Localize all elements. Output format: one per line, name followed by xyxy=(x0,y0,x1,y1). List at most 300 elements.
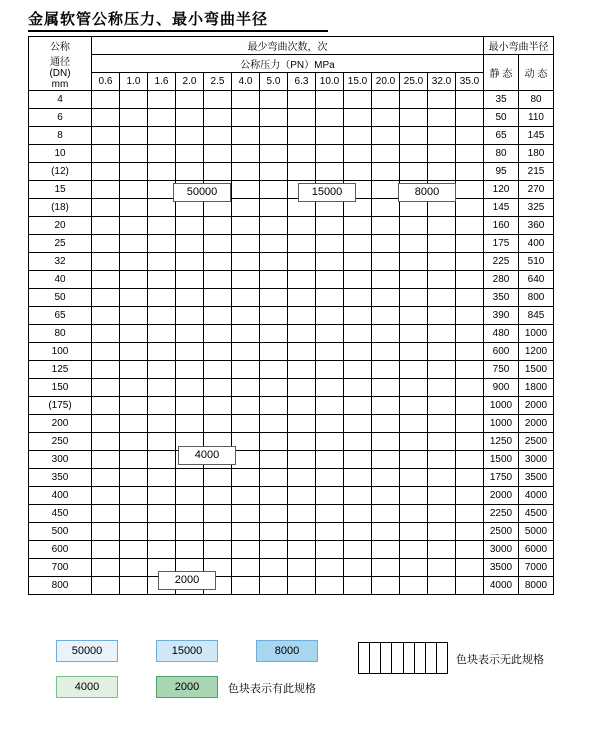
cell-radius-dynamic: 110 xyxy=(519,109,554,127)
cell-dn: 80 xyxy=(29,325,92,343)
cell-pressure xyxy=(428,361,456,379)
cell-pressure xyxy=(316,127,344,145)
cell-pressure xyxy=(120,415,148,433)
overlay-value-label: 2000 xyxy=(158,571,216,590)
cell-pressure xyxy=(148,415,176,433)
cell-pressure xyxy=(120,271,148,289)
cell-pressure xyxy=(232,307,260,325)
cell-radius-static: 1000 xyxy=(484,415,519,433)
cell-pressure xyxy=(372,523,400,541)
cell-pressure xyxy=(428,523,456,541)
cell-pressure xyxy=(260,343,288,361)
cell-pressure xyxy=(148,109,176,127)
cell-pressure xyxy=(120,451,148,469)
cell-radius-dynamic: 1500 xyxy=(519,361,554,379)
overlay-value-label: 50000 xyxy=(173,183,231,202)
cell-pressure xyxy=(120,379,148,397)
cell-dn: 25 xyxy=(29,235,92,253)
cell-pressure xyxy=(316,271,344,289)
cell-radius-static: 1000 xyxy=(484,397,519,415)
cell-pressure xyxy=(372,235,400,253)
cell-dn: 700 xyxy=(29,559,92,577)
cell-pressure xyxy=(456,469,484,487)
cell-pressure xyxy=(428,145,456,163)
table-row xyxy=(29,469,554,487)
cell-pressure xyxy=(148,91,176,109)
cell-pressure xyxy=(260,577,288,595)
cell-pressure xyxy=(120,289,148,307)
cell-pressure xyxy=(372,577,400,595)
cell-pressure xyxy=(344,523,372,541)
cell-pressure xyxy=(372,163,400,181)
table-row xyxy=(29,577,554,595)
cell-pressure xyxy=(92,541,120,559)
table-row xyxy=(29,253,554,271)
table-head xyxy=(29,37,554,91)
cell-pressure xyxy=(120,145,148,163)
cell-pressure xyxy=(176,145,204,163)
cell-pressure xyxy=(316,451,344,469)
cell-pressure xyxy=(92,217,120,235)
cell-pressure xyxy=(204,145,232,163)
cell-pressure xyxy=(92,181,120,199)
table-row xyxy=(29,235,554,253)
cell-pressure xyxy=(232,415,260,433)
cell-radius-static: 3000 xyxy=(484,541,519,559)
header-dn-line4: mm xyxy=(51,78,69,90)
cell-pressure xyxy=(344,433,372,451)
cell-pressure xyxy=(204,289,232,307)
cell-pressure xyxy=(372,145,400,163)
cell-pressure xyxy=(288,415,316,433)
legend-white-cell xyxy=(370,643,381,673)
cell-pressure xyxy=(204,343,232,361)
cell-pressure xyxy=(148,541,176,559)
cell-dn: 32 xyxy=(29,253,92,271)
cell-pressure xyxy=(92,469,120,487)
cell-pressure xyxy=(400,505,428,523)
cell-pressure xyxy=(204,541,232,559)
cell-pressure xyxy=(316,253,344,271)
cell-pressure xyxy=(456,343,484,361)
cell-radius-static: 120 xyxy=(484,181,519,199)
cell-pressure xyxy=(372,253,400,271)
cell-pressure xyxy=(148,397,176,415)
cell-dn: 6 xyxy=(29,109,92,127)
cell-pressure xyxy=(148,199,176,217)
cell-radius-static: 2250 xyxy=(484,505,519,523)
cell-pressure xyxy=(260,379,288,397)
header-pn-value: 1.0 xyxy=(120,73,148,91)
cell-pressure xyxy=(344,451,372,469)
table-row xyxy=(29,289,554,307)
cell-pressure xyxy=(204,505,232,523)
spec-table xyxy=(28,36,554,595)
cell-pressure xyxy=(316,379,344,397)
cell-pressure xyxy=(288,487,316,505)
cell-pressure xyxy=(204,163,232,181)
cell-pressure xyxy=(204,271,232,289)
header-pn-value: 35.0 xyxy=(456,73,484,91)
cell-pressure xyxy=(120,397,148,415)
cell-pressure xyxy=(456,325,484,343)
cell-pressure xyxy=(400,145,428,163)
cell-radius-static: 900 xyxy=(484,379,519,397)
cell-pressure xyxy=(148,217,176,235)
cell-pressure xyxy=(456,289,484,307)
cell-dn: 450 xyxy=(29,505,92,523)
cell-radius-static: 750 xyxy=(484,361,519,379)
cell-pressure xyxy=(148,343,176,361)
header-row-pn-values xyxy=(29,73,554,91)
cell-pressure xyxy=(400,451,428,469)
cell-pressure xyxy=(204,415,232,433)
cell-pressure xyxy=(92,253,120,271)
cell-pressure xyxy=(176,91,204,109)
cell-pressure xyxy=(316,217,344,235)
cell-pressure xyxy=(204,307,232,325)
cell-pressure xyxy=(372,271,400,289)
cell-pressure xyxy=(428,217,456,235)
cell-pressure xyxy=(204,253,232,271)
legend-note-white: 色块表示无此规格 xyxy=(456,654,544,666)
cell-pressure xyxy=(288,577,316,595)
cell-pressure xyxy=(204,523,232,541)
cell-radius-dynamic: 325 xyxy=(519,199,554,217)
cell-pressure xyxy=(148,469,176,487)
legend-swatch: 15000 xyxy=(156,640,218,662)
cell-pressure xyxy=(288,523,316,541)
cell-pressure xyxy=(372,289,400,307)
cell-pressure xyxy=(344,307,372,325)
cell-pressure xyxy=(428,325,456,343)
cell-pressure xyxy=(428,343,456,361)
cell-pressure xyxy=(372,127,400,145)
cell-pressure xyxy=(288,559,316,577)
cell-radius-dynamic: 2000 xyxy=(519,415,554,433)
overlay-value-label: 4000 xyxy=(178,446,236,465)
cell-pressure xyxy=(92,487,120,505)
legend-white-cell xyxy=(404,643,415,673)
cell-pressure xyxy=(288,127,316,145)
cell-pressure xyxy=(92,127,120,145)
cell-radius-static: 80 xyxy=(484,145,519,163)
cell-pressure xyxy=(260,271,288,289)
cell-pressure xyxy=(120,559,148,577)
cell-pressure xyxy=(344,487,372,505)
cell-pressure xyxy=(372,469,400,487)
title-underline xyxy=(28,30,328,32)
cell-dn: 15 xyxy=(29,181,92,199)
cell-pressure xyxy=(456,541,484,559)
cell-pressure xyxy=(344,217,372,235)
cell-pressure xyxy=(232,127,260,145)
cell-dn: 100 xyxy=(29,343,92,361)
cell-pressure xyxy=(428,253,456,271)
cell-pressure xyxy=(260,325,288,343)
cell-radius-static: 65 xyxy=(484,127,519,145)
cell-pressure xyxy=(372,487,400,505)
cell-pressure xyxy=(92,109,120,127)
cell-pressure xyxy=(400,541,428,559)
table-row xyxy=(29,325,554,343)
cell-pressure xyxy=(372,217,400,235)
cell-pressure xyxy=(344,361,372,379)
cell-pressure xyxy=(372,199,400,217)
cell-pressure xyxy=(120,433,148,451)
cell-radius-dynamic: 5000 xyxy=(519,523,554,541)
cell-pressure xyxy=(232,325,260,343)
cell-pressure xyxy=(204,325,232,343)
table-row xyxy=(29,145,554,163)
cell-pressure xyxy=(372,541,400,559)
table-row xyxy=(29,487,554,505)
table-row xyxy=(29,163,554,181)
cell-pressure xyxy=(260,505,288,523)
cell-pressure xyxy=(344,109,372,127)
cell-radius-dynamic: 1800 xyxy=(519,379,554,397)
cell-pressure xyxy=(148,271,176,289)
cell-pressure xyxy=(92,163,120,181)
cell-pressure xyxy=(176,289,204,307)
cell-pressure xyxy=(400,523,428,541)
cell-radius-dynamic: 800 xyxy=(519,289,554,307)
cell-pressure xyxy=(204,397,232,415)
cell-radius-static: 350 xyxy=(484,289,519,307)
cell-pressure xyxy=(372,505,400,523)
cell-pressure xyxy=(344,343,372,361)
cell-dn: 250 xyxy=(29,433,92,451)
cell-pressure xyxy=(232,541,260,559)
cell-pressure xyxy=(176,343,204,361)
cell-pressure xyxy=(428,127,456,145)
cell-pressure xyxy=(316,505,344,523)
cell-pressure xyxy=(176,127,204,145)
header-pn-value: 15.0 xyxy=(344,73,372,91)
cell-pressure xyxy=(232,343,260,361)
cell-pressure xyxy=(428,559,456,577)
cell-pressure xyxy=(92,199,120,217)
cell-dn: 10 xyxy=(29,145,92,163)
cell-pressure xyxy=(316,91,344,109)
legend-swatch: 8000 xyxy=(256,640,318,662)
cell-pressure xyxy=(316,289,344,307)
cell-pressure xyxy=(316,145,344,163)
cell-pressure xyxy=(92,235,120,253)
cell-pressure xyxy=(260,163,288,181)
cell-pressure xyxy=(176,523,204,541)
table-row xyxy=(29,361,554,379)
header-pn-value: 20.0 xyxy=(372,73,400,91)
cell-pressure xyxy=(316,163,344,181)
cell-pressure xyxy=(92,433,120,451)
cell-radius-static: 280 xyxy=(484,271,519,289)
cell-pressure xyxy=(92,307,120,325)
cell-pressure xyxy=(204,127,232,145)
cell-pressure xyxy=(148,145,176,163)
cell-pressure xyxy=(92,145,120,163)
cell-dn: 125 xyxy=(29,361,92,379)
cell-pressure xyxy=(120,163,148,181)
cell-pressure xyxy=(232,253,260,271)
cell-pressure xyxy=(176,163,204,181)
legend-white-cell xyxy=(437,643,447,673)
cell-pressure xyxy=(316,541,344,559)
cell-radius-dynamic: 3500 xyxy=(519,469,554,487)
cell-radius-dynamic: 640 xyxy=(519,271,554,289)
cell-radius-static: 35 xyxy=(484,91,519,109)
cell-pressure xyxy=(456,415,484,433)
cell-pressure xyxy=(92,289,120,307)
cell-pressure xyxy=(372,325,400,343)
cell-pressure xyxy=(344,145,372,163)
cell-pressure xyxy=(400,217,428,235)
table-row xyxy=(29,541,554,559)
cell-pressure xyxy=(232,397,260,415)
cell-radius-dynamic: 145 xyxy=(519,127,554,145)
cell-pressure xyxy=(176,541,204,559)
cell-dn: 20 xyxy=(29,217,92,235)
cell-pressure xyxy=(428,415,456,433)
cell-pressure xyxy=(344,271,372,289)
table-row xyxy=(29,109,554,127)
cell-pressure xyxy=(92,91,120,109)
cell-pressure xyxy=(400,163,428,181)
cell-pressure xyxy=(260,253,288,271)
cell-pressure xyxy=(344,289,372,307)
cell-pressure xyxy=(288,145,316,163)
cell-pressure xyxy=(204,109,232,127)
cell-pressure xyxy=(232,199,260,217)
cell-pressure xyxy=(232,559,260,577)
cell-radius-static: 1500 xyxy=(484,451,519,469)
cell-radius-static: 225 xyxy=(484,253,519,271)
cell-pressure xyxy=(92,361,120,379)
cell-pressure xyxy=(288,253,316,271)
cell-pressure xyxy=(344,541,372,559)
cell-dn: (12) xyxy=(29,163,92,181)
cell-radius-dynamic: 4000 xyxy=(519,487,554,505)
cell-pressure xyxy=(428,469,456,487)
cell-pressure xyxy=(260,487,288,505)
cell-dn: 800 xyxy=(29,577,92,595)
table-row xyxy=(29,307,554,325)
legend-swatch: 50000 xyxy=(56,640,118,662)
cell-pressure xyxy=(176,397,204,415)
legend-white-cell xyxy=(381,643,392,673)
cell-pressure xyxy=(456,199,484,217)
cell-pressure xyxy=(260,415,288,433)
cell-pressure xyxy=(288,451,316,469)
cell-pressure xyxy=(400,235,428,253)
cell-pressure xyxy=(176,505,204,523)
cell-pressure xyxy=(92,523,120,541)
cell-pressure xyxy=(232,289,260,307)
cell-pressure xyxy=(400,109,428,127)
header-bend-radius: 最小弯曲半径 xyxy=(484,37,554,55)
cell-pressure xyxy=(372,361,400,379)
cell-pressure xyxy=(148,253,176,271)
cell-pressure xyxy=(176,379,204,397)
cell-pressure xyxy=(148,325,176,343)
cell-pressure xyxy=(120,181,148,199)
cell-pressure xyxy=(456,379,484,397)
cell-pressure xyxy=(428,307,456,325)
cell-pressure xyxy=(316,361,344,379)
cell-pressure xyxy=(400,325,428,343)
cell-pressure xyxy=(260,361,288,379)
cell-pressure xyxy=(456,91,484,109)
cell-pressure xyxy=(456,361,484,379)
cell-radius-dynamic: 845 xyxy=(519,307,554,325)
cell-radius-dynamic: 270 xyxy=(519,181,554,199)
cell-pressure xyxy=(456,487,484,505)
legend-white-cell xyxy=(415,643,426,673)
cell-pressure xyxy=(148,181,176,199)
cell-pressure xyxy=(288,361,316,379)
cell-pressure xyxy=(176,487,204,505)
cell-pressure xyxy=(120,361,148,379)
cell-pressure xyxy=(344,235,372,253)
cell-pressure xyxy=(260,181,288,199)
spec-table-container xyxy=(28,36,554,595)
cell-pressure xyxy=(232,379,260,397)
cell-pressure xyxy=(344,127,372,145)
cell-pressure xyxy=(344,577,372,595)
cell-radius-static: 600 xyxy=(484,343,519,361)
cell-pressure xyxy=(176,325,204,343)
cell-pressure xyxy=(148,127,176,145)
cell-pressure xyxy=(456,217,484,235)
cell-pressure xyxy=(344,397,372,415)
header-radius-static: 静 态 xyxy=(484,55,519,91)
cell-pressure xyxy=(344,559,372,577)
cell-pressure xyxy=(120,577,148,595)
table-row xyxy=(29,415,554,433)
cell-pressure xyxy=(400,127,428,145)
cell-pressure xyxy=(120,541,148,559)
overlay-value-label: 15000 xyxy=(298,183,356,202)
cell-pressure xyxy=(428,505,456,523)
cell-pressure xyxy=(344,469,372,487)
cell-pressure xyxy=(120,469,148,487)
cell-pressure xyxy=(204,487,232,505)
cell-pressure xyxy=(120,307,148,325)
cell-pressure xyxy=(456,181,484,199)
header-dn-line2: 通径 xyxy=(50,56,70,68)
cell-pressure xyxy=(372,451,400,469)
cell-pressure xyxy=(232,181,260,199)
cell-pressure xyxy=(456,271,484,289)
cell-pressure xyxy=(316,415,344,433)
cell-pressure xyxy=(400,379,428,397)
cell-pressure xyxy=(428,379,456,397)
cell-dn: 500 xyxy=(29,523,92,541)
cell-pressure xyxy=(120,109,148,127)
cell-pressure xyxy=(400,271,428,289)
cell-dn: 150 xyxy=(29,379,92,397)
table-row xyxy=(29,523,554,541)
cell-pressure xyxy=(204,361,232,379)
cell-pressure xyxy=(344,163,372,181)
cell-pressure xyxy=(232,271,260,289)
table-row xyxy=(29,379,554,397)
cell-pressure xyxy=(400,289,428,307)
cell-pressure xyxy=(316,487,344,505)
header-pn-value: 1.6 xyxy=(148,73,176,91)
table-row xyxy=(29,127,554,145)
cell-pressure xyxy=(428,91,456,109)
